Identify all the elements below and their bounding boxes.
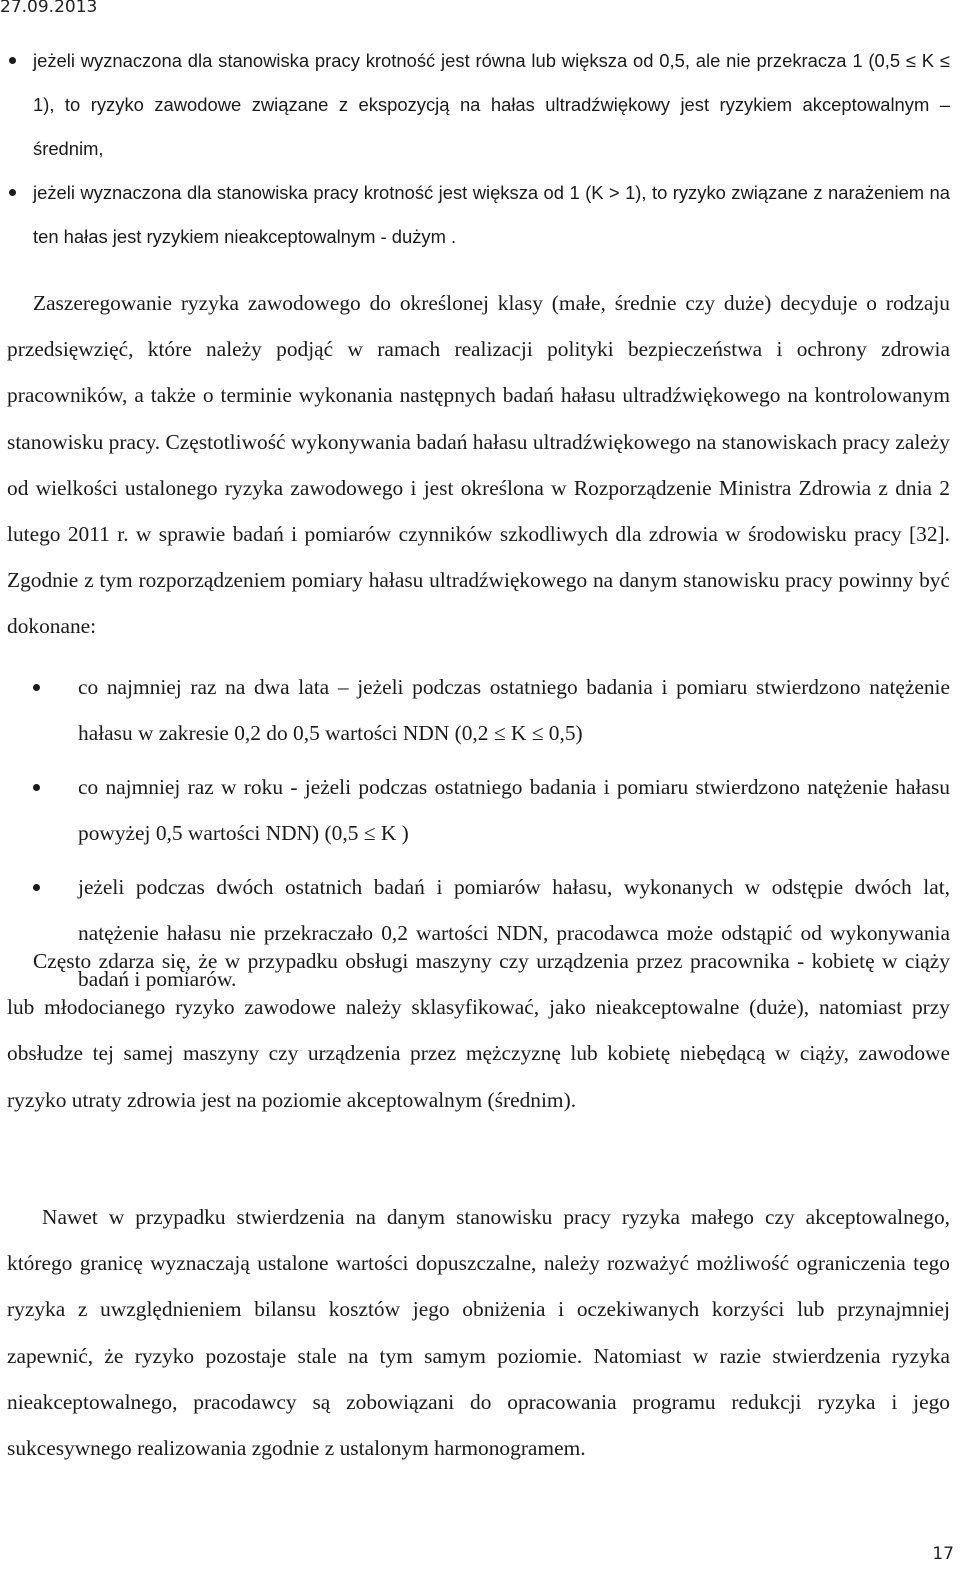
- risk-level-list: [33, 39, 950, 259]
- paragraph-risk-classification: Zaszeregowanie ryzyka zawodowego do określonej klasy (małe, średnie czy duże) decyduje o rodzaju przedsięwzięć, które należy podjąć w ramach realizacji polityki bezpieczeństwa i ochrony zdrowia pracowników, a także o terminie wykonania następnych badań hałasu ultradźwiękowego na kontrolowanym stanowisku pracy. Częstotliwość wykonywania badań hałasu ultradźwiękowego na stanowiskach pracy zależy od wielkości ustalonego ryzyka zawodowego i jest określona w Rozporządzenie Ministra Zdrowia z dnia 2 lutego 2011 r. w sprawie badań i pomiarów czynników szkodliwych dla zdrowia w środowisku pracy [32]. Zgodnie z tym rozporządzeniem pomiary hałasu ultradźwiękowego na danym stanowisku pracy powinny być dokonane:: [7, 291, 950, 639]
- paragraph-small-risk: Nawet w przypadku stwierdzenia na danym stanowisku pracy ryzyka małego czy akceptowalnego, którego granicę wyznaczają ustalone wartości dopuszczalne, należy rozważyć możliwość ograniczenia tego ryzyka z uwzględnieniem bilansu kosztów jego obniżenia i oczekiwanych korzyści lub przynajmniej zapewnić, że ryzyko pozostaje stale na tym samym poziomie. Natomiast w razie stwierdzenia ryzyka nieakceptowalnego, pracodawcy są zobowiązani do opracowania programu redukcji ryzyka i jego sukcesywnego realizowania zgodnie z ustalonym harmonogramem.: [7, 1205, 950, 1461]
- list-item: co najmniej raz na dwa lata – jeżeli podczas ostatniego badania i pomiaru stwierdzono natężenie hałasu w zakresie 0,2 do 0,5 wartości NDN (0,2 ≤ K ≤ 0,5): [78, 664, 950, 756]
- page-number: 17: [932, 1544, 954, 1564]
- list-item: jeżeli podczas dwóch ostatnich badań i pomiarów hałasu, wykonanych w odstępie dwóch lat, natężenie hałasu nie przekraczało 0,2 wartości NDN, pracodawca może odstąpić od wykonywania badań i pomiarów.: [78, 864, 950, 1003]
- header-date: 27.09.2013: [0, 0, 98, 17]
- paragraph-pregnant-workers: Często zdarza się, że w przypadku obsługi maszyny czy urządzenia przez pracownika - kobietę w ciąży lub młodocianego ryzyko zawodowe należy sklasyfikować, jako nieakceptowalne (duże), natomiast przy obsłudze tej samej maszyny czy urządzenia przez mężczyznę lub kobietę niebędącą w ciąży, zawodowe ryzyko utraty zdrowia jest na poziomie akceptowalnym (średnim).: [7, 949, 950, 1112]
- list-item: jeżeli wyznaczona dla stanowiska pracy krotność jest równa lub większa od 0,5, ale nie przekracza 1 (0,5 ≤ K ≤ 1), to ryzyko zawodowe związane z ekspozycją na hałas ultradźwiękowy jest ryzykiem akceptowalnym – średnim,: [33, 39, 950, 171]
- list-item: jeżeli wyznaczona dla stanowiska pracy krotność jest większa od 1 (K > 1), to ryzyko związane z narażeniem na ten hałas jest ryzykiem nieakceptowalnym - dużym .: [33, 171, 950, 259]
- list-item: co najmniej raz w roku - jeżeli podczas ostatniego badania i pomiaru stwierdzono natężenie hałasu powyżej 0,5 wartości NDN) (0,5 ≤ K ): [78, 764, 950, 856]
